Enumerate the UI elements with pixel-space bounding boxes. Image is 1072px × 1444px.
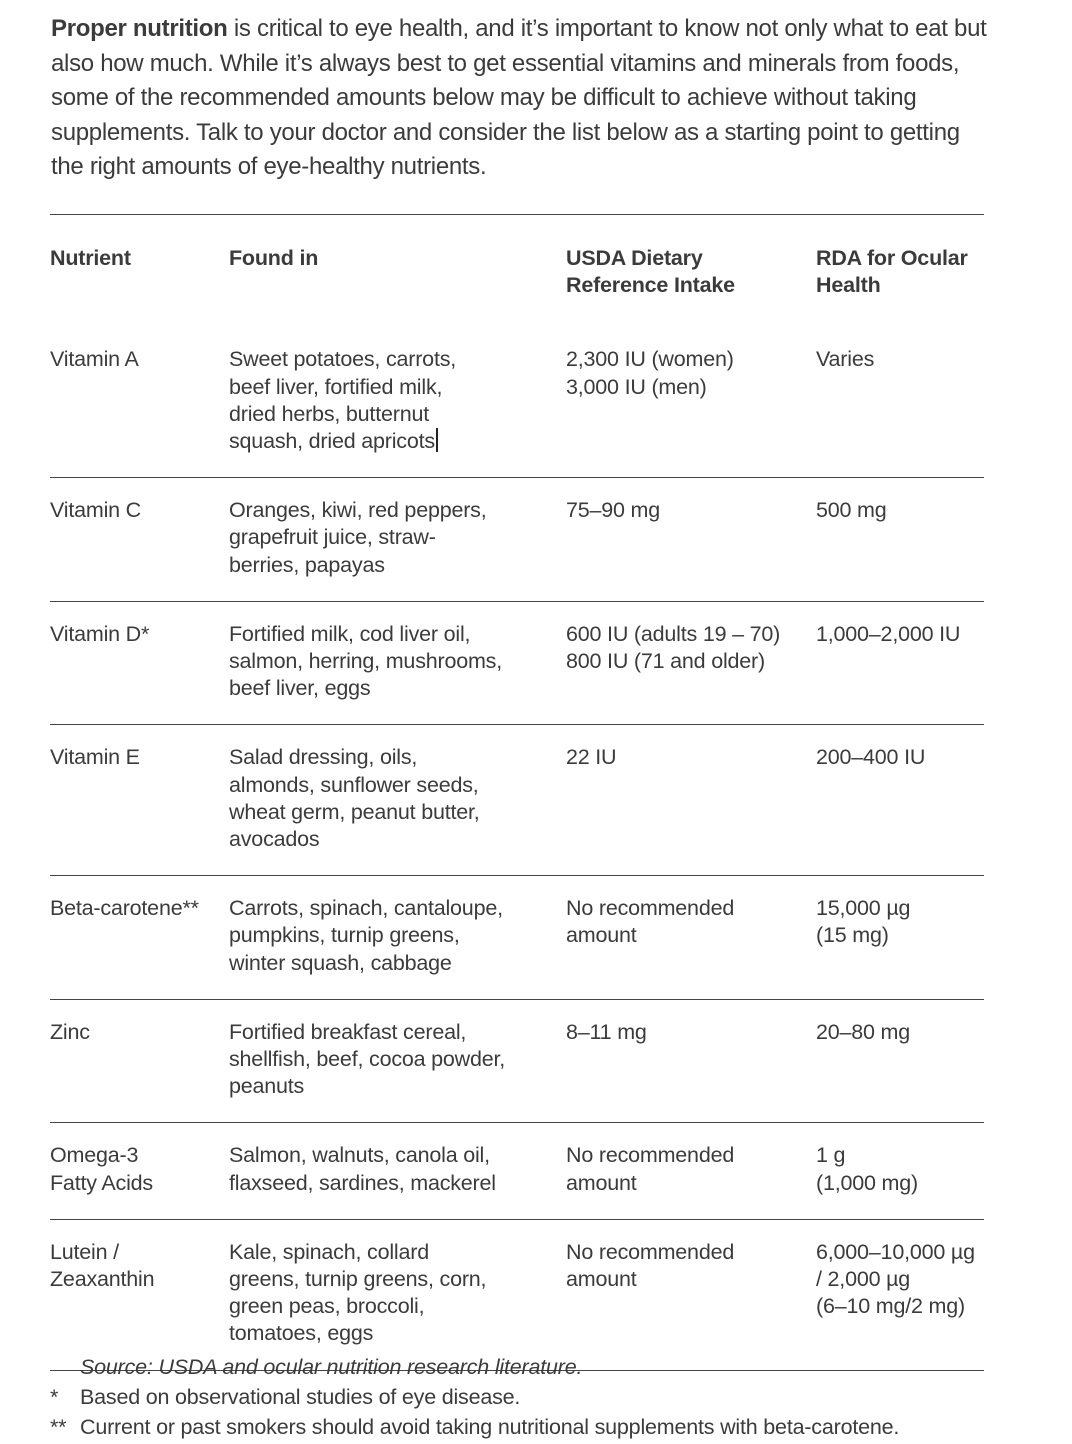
usda-cell: 600 IU (adults 19 – 70) 800 IU (71 and older) xyxy=(566,621,781,674)
usda-cell: 2,300 IU (women) 3,000 IU (men) xyxy=(566,347,734,399)
rda-cell: 1,000–2,000 IU xyxy=(816,621,961,646)
found-cell: Carrots, spinach, cantaloupe, pumpkins, turnip greens, winter squash, cabbage xyxy=(229,896,503,975)
nutrient-cell: Vitamin C xyxy=(50,498,142,523)
footnote-text: Based on observational studies of eye disease. xyxy=(80,1385,521,1409)
table-header-row xyxy=(50,215,984,328)
found-cell: Kale, spinach, collard greens, turnip greens, corn, green peas, broccoli, tomatoes, eggs xyxy=(229,1239,487,1346)
nutrient-cell: Vitamin E xyxy=(50,745,140,770)
nutrient-cell: Vitamin D* xyxy=(50,621,150,646)
usda-cell: No recommended amount xyxy=(566,1143,735,1195)
found-text[interactable]: Sweet potatoes, carrots, beef liver, fortified milk, dried herbs, butternut squash, dried apricots xyxy=(229,347,457,454)
footnote-mark: * xyxy=(50,1385,59,1409)
footnote xyxy=(50,1382,899,1412)
rda-cell: 6,000–10,000 µg / 2,000 µg (6–10 mg/2 mg) xyxy=(816,1239,975,1319)
found-cell: Salad dressing, oils, almonds, sunflower seeds, wheat germ, peanut butter, avocados xyxy=(229,745,480,852)
found-cell: Fortified milk, cod liver oil, salmon, herring, mushrooms, beef liver, eggs xyxy=(229,621,503,701)
rda-cell: 200–400 IU xyxy=(816,745,926,770)
nutrient-cell: Omega-3 Fatty Acids xyxy=(50,1143,153,1195)
table-row xyxy=(50,725,984,876)
found-cell: Salmon, walnuts, canola oil, flaxseed, sardines, mackerel xyxy=(229,1143,496,1195)
nutrient-cell: Zinc xyxy=(50,1019,90,1044)
header-usda: USDA Dietary Reference Intake xyxy=(566,246,735,298)
rda-cell: 500 mg xyxy=(816,498,887,523)
found-cell: Oranges, kiwi, red peppers, grapefruit juice, straw- berries, papayas xyxy=(229,498,487,577)
rda-cell: 20–80 mg xyxy=(816,1019,911,1044)
table-row xyxy=(50,601,984,725)
header-found-in: Found in xyxy=(229,246,319,270)
rda-cell: Varies xyxy=(816,347,875,372)
rda-cell: 1 g (1,000 mg) xyxy=(816,1143,918,1195)
source-note: Source: USDA and ocular nutrition research literature. xyxy=(80,1355,583,1379)
usda-cell: 22 IU xyxy=(566,745,617,770)
footnotes xyxy=(50,1352,899,1442)
table-row xyxy=(50,1219,984,1370)
table-row xyxy=(50,999,984,1123)
intro-text: is critical to eye health, and it’s important to know not only what to eat but also how much. While it’s always best to get essential vitamins and minerals from foods, some of the recommended amounts below may be difficult to achieve without taking supplements. Talk to your doctor and consider the list below as a starting point to getting the right amounts of eye-healthy nutrients. xyxy=(51,15,987,180)
text-cursor xyxy=(436,428,438,452)
usda-cell: 75–90 mg xyxy=(566,498,661,523)
footnote xyxy=(50,1412,899,1442)
footnote-mark: ** xyxy=(50,1415,67,1439)
rda-cell: 15,000 µg (15 mg) xyxy=(816,896,911,948)
found-cell: Fortified breakfast cereal, shellfish, beef, cocoa powder, peanuts xyxy=(229,1019,506,1099)
nutrient-cell: Beta-carotene** xyxy=(50,896,199,921)
header-rda: RDA for Ocular Health xyxy=(816,246,968,298)
found-cell[interactable] xyxy=(229,327,566,477)
table-row xyxy=(50,478,984,602)
table-row xyxy=(50,876,984,1000)
table-row xyxy=(50,1123,984,1219)
footnote-text: Current or past smokers should avoid taking nutritional supplements with beta-carotene. xyxy=(80,1415,900,1439)
intro-paragraph xyxy=(51,12,991,185)
header-nutrient: Nutrient xyxy=(50,246,131,270)
nutrient-cell: Vitamin A xyxy=(50,347,139,372)
nutrient-table xyxy=(50,214,984,1371)
nutrient-cell: Lutein / Zeaxanthin xyxy=(50,1239,155,1292)
intro-bold: Proper nutrition xyxy=(51,15,228,42)
usda-cell: 8–11 mg xyxy=(566,1019,647,1044)
usda-cell: No recommended amount xyxy=(566,1239,735,1292)
usda-cell: No recommended amount xyxy=(566,896,735,948)
table-row xyxy=(50,327,984,477)
